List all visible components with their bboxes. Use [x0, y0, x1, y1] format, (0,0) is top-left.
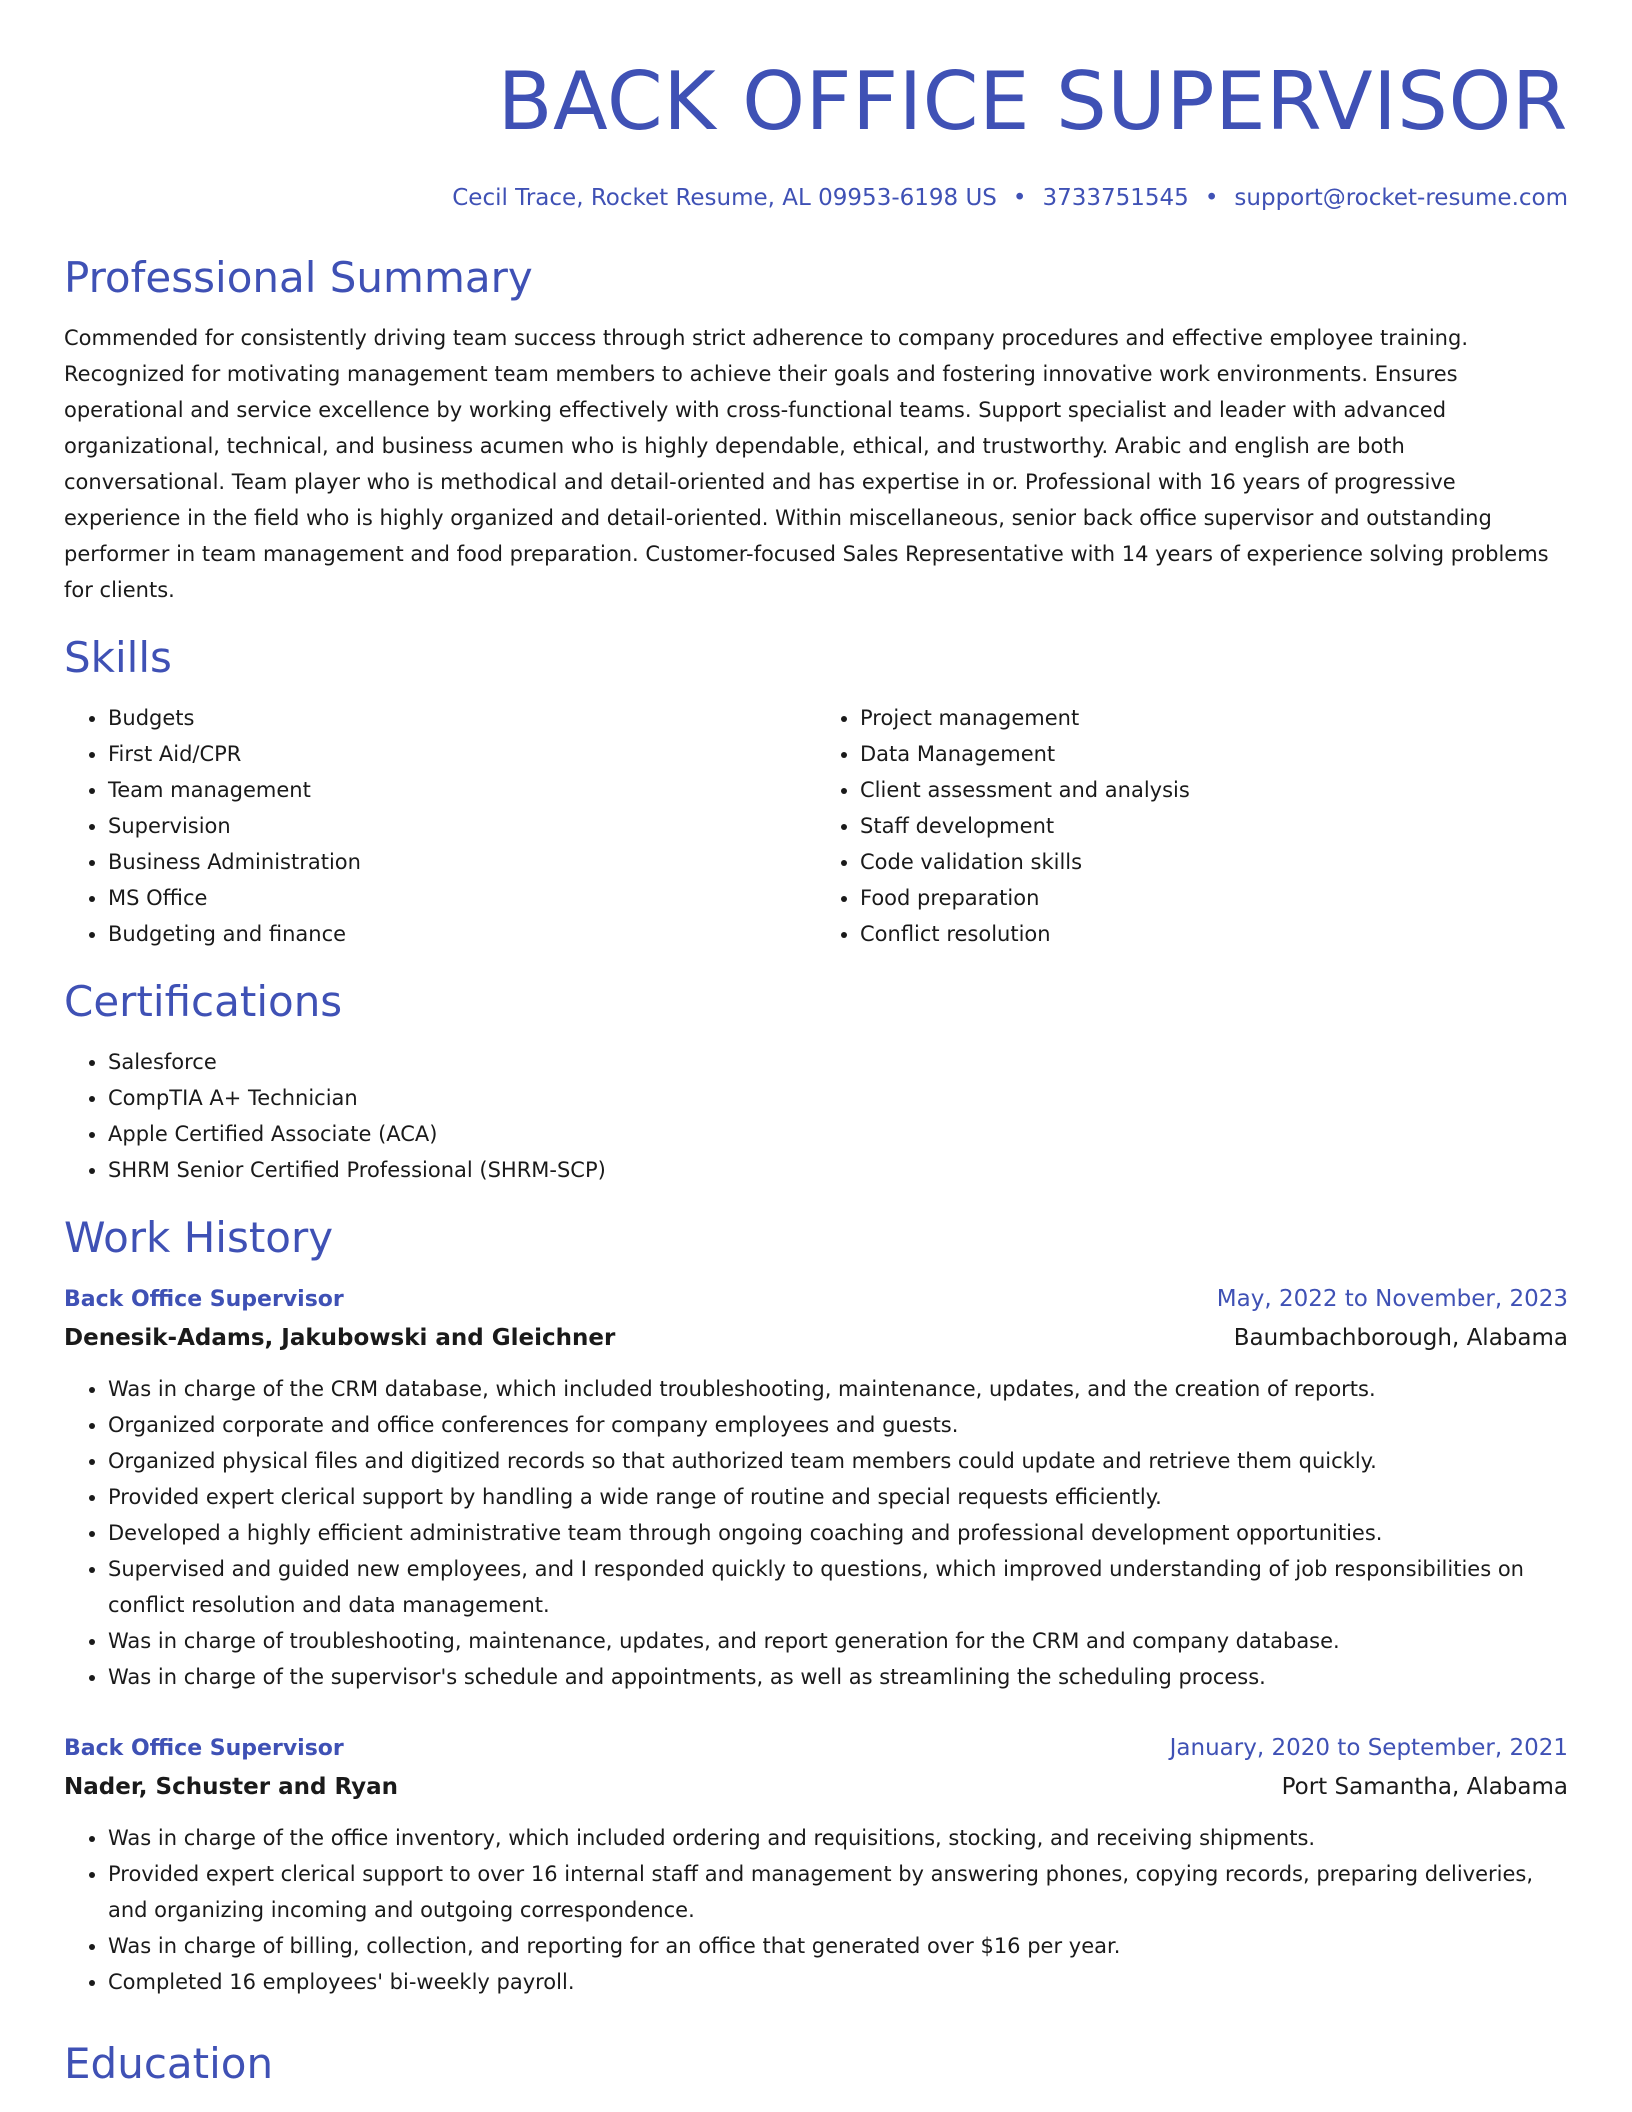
contact-address: Cecil Trace, Rocket Resume, AL 09953-6198 US [452, 185, 997, 211]
skill-item: • Food preparation [860, 880, 1568, 916]
summary-heading: Professional Summary [64, 253, 533, 302]
job-dates: January, 2020 to September, 2021 [1169, 1735, 1568, 1761]
work-heading: Work History [64, 1213, 334, 1262]
resume-name: BACK OFFICE SUPERVISOR [497, 55, 1568, 148]
resume-page [64, 0, 1568, 2092]
job-header [64, 1280, 1568, 1319]
job-bullet: • Provided expert clerical support to over 16 internal staff and management by answering phones, copying records, preparing deliveries, and organizing incoming and outgoing correspondence. [108, 1856, 1568, 1928]
certifications-section [64, 974, 1568, 1188]
skills-heading: Skills [64, 633, 172, 682]
summary-text: Commended for consistently driving team success through strict adherence to company procedures and effective employee training. Recognized for motivating management team members to achieve their goals and fostering innovative work environments. Ensures operational and service excellence by working effectively with cross-functional teams. Support specialist and leader with advanced organizational, technical, and business acumen who is highly dependable, ethical, and trustworthy. Arabic and english are both conversational. Team player who is methodical and detail-oriented and has expertise in or. Professional with 16 years of progressive experience in the field who is highly organized and detail-oriented. Within miscellaneous, senior back office supervisor and outstanding performer in team management and food preparation. Customer-focused Sales Representative with 14 years of experience solving problems for clients. [64, 326, 1549, 602]
job-bullet: • Developed a highly efficient administrative team through ongoing coaching and professional development opportunities. [108, 1515, 1568, 1551]
job-bullet: • Organized corporate and office conferences for company employees and guests. [108, 1407, 1568, 1443]
contact-line [64, 180, 1568, 216]
skills-list-right [816, 700, 1568, 952]
work-section [64, 1210, 1568, 2000]
job-title: Back Office Supervisor [64, 1287, 344, 1312]
job-location: Port Samantha, Alabama [1281, 1774, 1568, 1800]
skill-item: • Project management [860, 700, 1568, 736]
skill-item: • Code validation skills [860, 844, 1568, 880]
job-entry [64, 1280, 1568, 1695]
job-company: Nader, Schuster and Ryan [64, 1774, 399, 1800]
certification-item: • Salesforce [108, 1044, 1568, 1080]
certifications-heading: Certifications [64, 977, 343, 1026]
job-company: Denesik-Adams, Jakubowski and Gleichner [64, 1325, 616, 1351]
job-bullet: • Was in charge of the CRM database, which included troubleshooting, maintenance, updates, and the creation of reports. [108, 1371, 1568, 1407]
skill-item: • Budgets [108, 700, 816, 736]
job-bullet: • Was in charge of the supervisor's schedule and appointments, as well as streamlining the scheduling process. [108, 1659, 1568, 1695]
contact-separator: • [1012, 185, 1027, 211]
certification-item: • Apple Certified Associate (ACA) [108, 1116, 1568, 1152]
job-bullet: • Supervised and guided new employees, and I responded quickly to questions, which improved understanding of job responsibilities on conflict resolution and data management. [108, 1551, 1568, 1623]
job-bullets [64, 1820, 1568, 2000]
job-location: Baumbachborough, Alabama [1233, 1325, 1568, 1351]
skill-item: • MS Office [108, 880, 816, 916]
job-subheader [64, 1768, 1568, 1806]
job-title: Back Office Supervisor [64, 1736, 344, 1761]
skill-item: • Conflict resolution [860, 916, 1568, 952]
job-bullet: • Organized physical files and digitized records so that authorized team members could update and retrieve them quickly. [108, 1443, 1568, 1479]
job-bullet: • Was in charge of the office inventory, which included ordering and requisitions, stocking, and receiving shipments. [108, 1820, 1568, 1856]
skill-item: • First Aid/CPR [108, 736, 816, 772]
skills-section [64, 630, 1568, 952]
certifications-list [64, 1044, 1568, 1188]
skill-item: • Budgeting and finance [108, 916, 816, 952]
contact-email: support@rocket-resume.com [1234, 185, 1568, 211]
skill-item: • Team management [108, 772, 816, 808]
job-bullets [64, 1371, 1568, 1695]
certification-item: • CompTIA A+ Technician [108, 1080, 1568, 1116]
contact-phone: 3733751545 [1042, 185, 1189, 211]
job-subheader [64, 1319, 1568, 1357]
job-entry [64, 1729, 1568, 2000]
contact-separator: • [1204, 185, 1219, 211]
skill-item: • Business Administration [108, 844, 816, 880]
skills-columns [64, 700, 1568, 952]
skill-item: • Data Management [860, 736, 1568, 772]
job-bullet: • Was in charge of troubleshooting, maintenance, updates, and report generation for the CRM and company database. [108, 1623, 1568, 1659]
skills-list-left [64, 700, 816, 952]
job-dates: May, 2022 to November, 2023 [1216, 1286, 1568, 1312]
education-heading: Education [64, 2039, 274, 2088]
skill-item: • Supervision [108, 808, 816, 844]
summary-section [64, 250, 1568, 608]
skill-item: • Staff development [860, 808, 1568, 844]
certification-item: • SHRM Senior Certified Professional (SHRM-SCP) [108, 1152, 1568, 1188]
job-bullet: • Was in charge of billing, collection, and reporting for an office that generated over $16 per year. [108, 1928, 1568, 1964]
education-section [64, 2036, 1568, 2092]
skill-item: • Client assessment and analysis [860, 772, 1568, 808]
job-header [64, 1729, 1568, 1768]
job-bullet: • Provided expert clerical support by handling a wide range of routine and special requests efficiently. [108, 1479, 1568, 1515]
job-bullet: • Completed 16 employees' bi-weekly payroll. [108, 1964, 1568, 2000]
